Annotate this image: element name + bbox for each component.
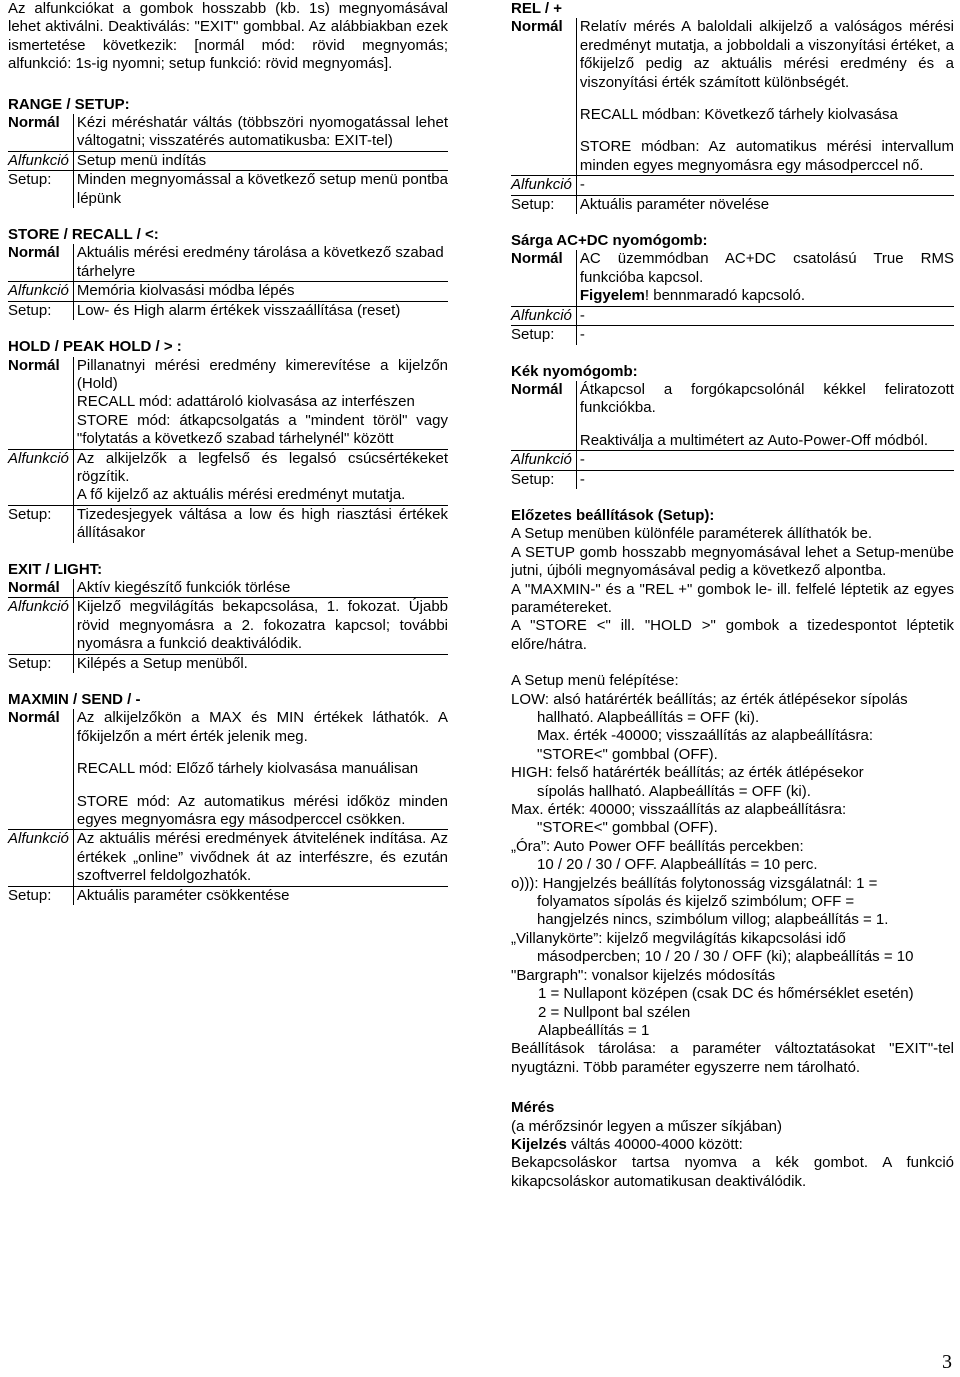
yellow-table xyxy=(511,250,954,344)
setup-bargraph-3: 2 = Nullpont bal szélen xyxy=(538,1003,691,1021)
hold-normal-line-2: RECALL mód: adattároló kiolvasása az interfészen xyxy=(76,393,415,411)
exit-key-setup: Setup: xyxy=(8,654,73,673)
rel-table xyxy=(511,18,954,214)
maxmin-title: MAXMIN / SEND / - xyxy=(8,691,141,708)
setup-high-1: HIGH: felső határérték beállítás; az érték átlépésekor xyxy=(511,764,864,782)
store-table xyxy=(8,244,448,320)
blue-key-setup: Setup: xyxy=(511,470,576,489)
setup-bargraph-2: 1 = Nullapont középen (csak DC és hőmérséklet esetén) xyxy=(538,985,914,1003)
setup-low-2: hallható. Alapbeállítás = OFF (ki). xyxy=(537,709,760,726)
yellow-key-normal: Normál xyxy=(511,250,576,306)
hold-key-setup: Setup: xyxy=(8,505,73,542)
right-column xyxy=(511,0,954,1191)
store-title: STORE / RECALL / <: xyxy=(8,226,159,244)
range-title: RANGE / SETUP: xyxy=(8,95,130,113)
store-val-setup: Low- és High alarm értékek visszaállítása (reset) xyxy=(76,301,401,319)
hold-alf-line-1: Az alkijelzők a legfelső és legalsó csúcsértékeket rögzítik. xyxy=(76,449,448,485)
blue-val-setup: - xyxy=(579,470,585,488)
page-number: 3 xyxy=(942,1350,952,1373)
maxmin-key-normal: Normál xyxy=(8,709,73,830)
store-val-normal: Aktuális mérési eredmény tárolása a következő szabad tárhelyre xyxy=(73,244,448,281)
rel-normal-line-1: Relatív mérés A baloldali alkijelző a valóságos mérési eredményt mutatja, a jobboldali a viszonyítási értéket, a főkijelző pedig az aktuális mérési eredmény és a viszonyítási érték számított különbségét. xyxy=(579,18,954,91)
yellow-title: Sárga AC+DC nyomógomb: xyxy=(511,232,708,250)
setup-low-3: Max. érték -40000; visszaállítás az alapbeállításra: xyxy=(537,727,873,745)
rel-key-setup: Setup: xyxy=(511,195,576,214)
exit-title: EXIT / LIGHT: xyxy=(8,560,103,578)
blue-title: Kék nyomógomb: xyxy=(511,362,638,380)
maxmin-normal-line-1: Az alkijelzőkön a MAX és MIN értékek láthatók. A főkijelzőn a mért érték jelenik meg. xyxy=(76,709,448,745)
store-val-alfunkcio: Memória kiolvasási módba lépés xyxy=(73,282,448,301)
presettings-title: Előzetes beállítások (Setup): xyxy=(511,506,715,524)
store-key-setup: Setup: xyxy=(8,301,73,320)
setup-o-2: folyamatos sípolás és kijelző szimbólum; OFF = xyxy=(537,893,855,911)
maxmin-normal-line-2: RECALL mód: Előző tárhely kiolvasása manuálisan xyxy=(76,760,419,778)
setup-save-note: Beállítások tárolása: a paraméter változtatásokat "EXIT"-tel nyugtázni. Több paraméter egyszerre nem tárolható. xyxy=(511,1040,954,1076)
exit-key-normal: Normál xyxy=(8,579,73,598)
presettings-line-2: A SETUP gomb hosszabb megnyomásával lehet a Setup-menübe jutni, újbóli megnyomásával pedig a következő alpontba. xyxy=(511,543,954,580)
setup-villanykorte-2: másodpercben; 10 / 20 / 30 / OFF (ki); alapbeállítás = 10 xyxy=(537,948,914,966)
blue-val-normal xyxy=(576,381,954,451)
exit-val-alfunkcio: Kijelző megvilágítás bekapcsolása, 1. fokozat. Újabb rövid megnyomásra a 2. fokozatra kapcsol; további nyomásra a funkció deaktiválódik. xyxy=(73,598,448,654)
rel-normal-line-3: STORE módban: Az automatikus mérési intervallum minden egyes megnyomásra egy másodperccel nő. xyxy=(579,138,954,174)
range-val-normal: Kézi méréshatár váltás (többszöri nyomogatással lehet váltogatni; visszatérés automatikusba: EXIT-tel) xyxy=(73,114,448,151)
presettings-line-1: A Setup menüben különféle paraméterek állíthatók be. xyxy=(511,525,873,543)
setup-high-3: Max. érték: 40000; visszaállítás az alapbeállításra: xyxy=(511,801,847,819)
blue-key-normal: Normál xyxy=(511,381,576,451)
yellow-key-alfunkcio: Alfunkció xyxy=(511,306,576,325)
hold-key-alfunkcio: Alfunkció xyxy=(8,449,73,505)
setup-o-1: o))): Hangjelzés beállítás folytonosság vizsgálatnál: 1 = xyxy=(511,874,878,892)
store-key-alfunkcio: Alfunkció xyxy=(8,282,73,301)
yellow-warning-rest: ! bennmaradó kapcsoló. xyxy=(644,287,806,305)
blue-key-alfunkcio: Alfunkció xyxy=(511,451,576,470)
meres-line-2 xyxy=(511,1136,954,1154)
exit-val-setup: Kilépés a Setup menüből. xyxy=(76,654,248,672)
hold-val-alfunkcio xyxy=(73,449,448,505)
blue-val-alfunkcio: - xyxy=(576,451,954,470)
presettings-line-4: A "STORE <" ill. "HOLD >" gombok a tizedespontot léptetik előre/hátra. xyxy=(511,617,954,653)
meres-kijelzes-bold: Kijelzés xyxy=(511,1135,567,1153)
hold-normal-line-1: Pillanatnyi mérési eredmény kimerevítése a kijelzőn (Hold) xyxy=(76,356,448,392)
rel-title: REL / + xyxy=(511,0,562,17)
maxmin-key-setup: Setup: xyxy=(8,886,73,905)
setup-high-4: "STORE<" gombbal (OFF). xyxy=(537,819,718,837)
hold-key-normal: Normál xyxy=(8,357,73,450)
exit-key-alfunkcio: Alfunkció xyxy=(8,598,73,654)
setup-ora-1: „Óra”: Auto Power OFF beállítás percekben: xyxy=(511,837,804,855)
blue-normal-line-2: Reaktiválja a multimétert az Auto-Power-Off módból. xyxy=(579,431,929,449)
yellow-key-setup: Setup: xyxy=(511,326,576,345)
range-key-alfunkcio: Alfunkció xyxy=(8,151,73,170)
setup-low-1: LOW: alsó határérték beállítás; az érték átlépésekor sípolás xyxy=(511,690,908,708)
hold-table xyxy=(8,357,448,543)
setup-menu-title: A Setup menü felépítése: xyxy=(511,672,679,690)
setup-ora-2: 10 / 20 / 30 / OFF. Alapbeállítás = 10 perc. xyxy=(537,856,818,874)
rel-val-setup: Aktuális paraméter növelése xyxy=(579,195,770,213)
maxmin-val-setup: Aktuális paraméter csökkentése xyxy=(76,886,290,904)
left-column xyxy=(8,0,448,905)
hold-val-normal xyxy=(73,357,448,450)
presettings-line-3: A "MAXMIN-" és a "REL +" gombok le- ill. felfelé léptetik az egyes paramétereket. xyxy=(511,580,954,616)
exit-table xyxy=(8,579,448,673)
rel-key-alfunkcio: Alfunkció xyxy=(511,176,576,195)
blue-table xyxy=(511,381,954,489)
meres-line-1: (a mérőzsinór legyen a műszer síkjában) xyxy=(511,1117,782,1135)
setup-high-2: sípolás hallható. Alapbeállítás = OFF (ki). xyxy=(537,782,811,800)
yellow-val-alfunkcio: - xyxy=(576,306,954,325)
range-val-setup: Minden megnyomással a következő setup menü pontba lépünk xyxy=(76,171,448,207)
meres-kijelzes-rest: váltás 40000-4000 között: xyxy=(566,1135,743,1153)
rel-val-normal xyxy=(576,18,954,175)
exit-val-normal: Aktív kiegészítő funkciók törlése xyxy=(73,579,448,598)
setup-low-4: "STORE<" gombbal (OFF). xyxy=(537,745,718,763)
maxmin-normal-line-3: STORE mód: Az automatikus mérési időköz minden egyes megnyomásra egy másodperccel csökken. xyxy=(76,792,448,829)
setup-villanykorte-1: „Villanykörte”: kijelző megvilágítás kikapcsolási idő xyxy=(511,929,846,947)
yellow-normal-text: AC üzemmódban AC+DC csatolású True RMS funkcióba kapcsol. xyxy=(579,250,954,286)
meres-line-3: Bekapcsoláskor tartsa nyomva a kék gombot. A funkció kikapcsoláskor automatikusan deaktiválódik. xyxy=(511,1154,954,1190)
yellow-val-setup: - xyxy=(579,326,585,344)
maxmin-table xyxy=(8,709,448,905)
maxmin-val-normal xyxy=(73,709,448,830)
store-key-normal: Normál xyxy=(8,244,73,281)
setup-o-3: hangjelzés nincs, szimbólum villog; alapbeállítás = 1. xyxy=(537,911,889,929)
yellow-val-normal xyxy=(576,250,954,306)
blue-normal-line-1: Átkapcsol a forgókapcsolónál kékkel feliratozott funkciókba. xyxy=(579,380,954,417)
range-key-normal: Normál xyxy=(8,114,73,151)
range-table xyxy=(8,114,448,208)
setup-bargraph-1: "Bargraph": vonalsor kijelzés módosítás xyxy=(511,966,776,984)
maxmin-key-alfunkcio: Alfunkció xyxy=(8,830,73,886)
range-key-setup: Setup: xyxy=(8,171,73,208)
maxmin-val-alfunkcio: Az aktuális mérési eredmények átvitelének indítása. Az értékek „online” vivődnek át az interfészre, és ezután szoftverrel feldolgozhatók. xyxy=(73,830,448,886)
setup-bargraph-4: Alapbeállítás = 1 xyxy=(538,1021,650,1039)
hold-alf-line-2: A fő kijelző az aktuális mérési eredményt mutatja. xyxy=(76,486,406,504)
rel-val-alfunkcio: - xyxy=(576,176,954,195)
rel-key-normal: Normál xyxy=(511,18,576,175)
range-val-alfunkcio: Setup menü indítás xyxy=(73,151,448,170)
hold-title: HOLD / PEAK HOLD / > : xyxy=(8,338,182,356)
hold-normal-line-3: STORE mód: átkapcsolgatás a "mindent töröl" vagy "folytatás a következő szabad tárhelynél" között xyxy=(76,411,448,448)
hold-val-setup: Tizedesjegyek váltása a low és high riasztási értékek állításakor xyxy=(76,505,448,542)
yellow-warning-bold: Figyelem xyxy=(579,287,645,305)
yellow-warning xyxy=(580,287,954,305)
meres-title: Mérés xyxy=(511,1099,555,1117)
rel-normal-line-2: RECALL módban: Következő tárhely kiolvasása xyxy=(579,106,898,124)
intro-paragraph: Az alfunkciókat a gombok hosszabb (kb. 1s) megnyomásával lehet aktiválni. Deaktiválás: "EXIT" gombbal. Az alábbiakban ezek ismertetése következik: [normál mód: rövid megnyomás; alfunkció: 1s-ig nyomni; setup funkció: rövid megnyomás]. xyxy=(8,0,448,73)
